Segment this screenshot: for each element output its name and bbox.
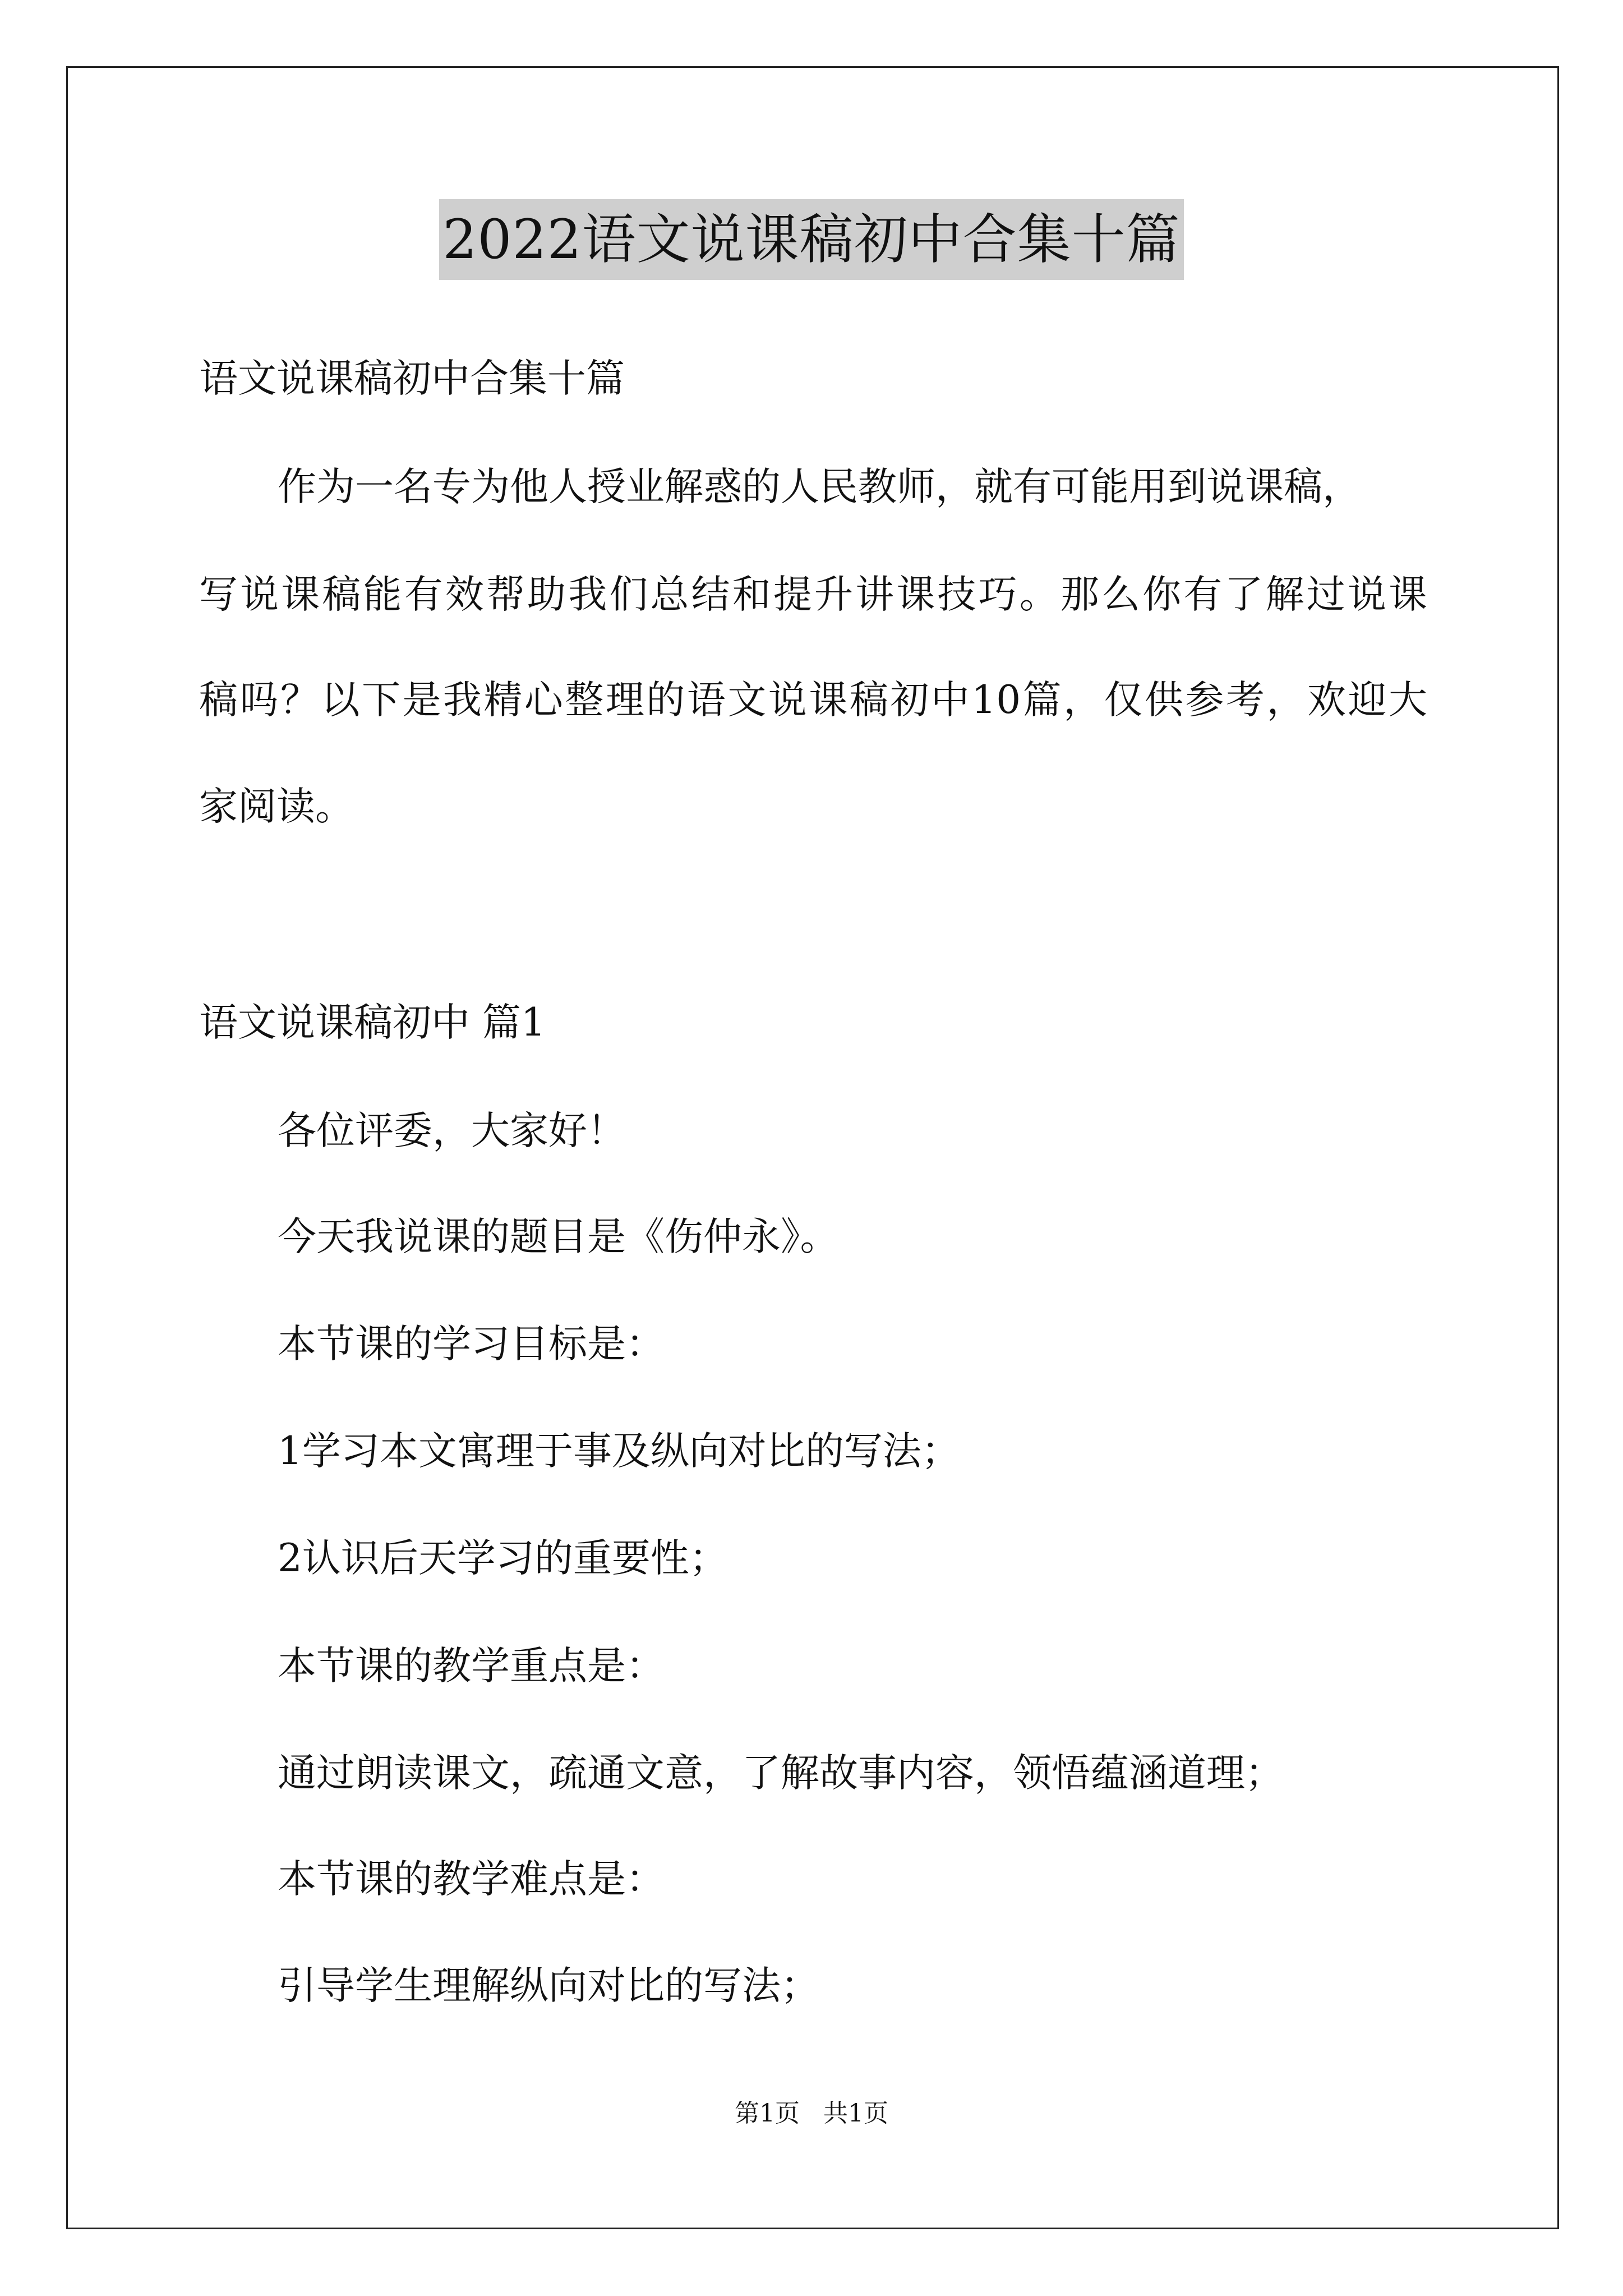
body-line: 本节课的教学重点是：: [278, 1644, 665, 1688]
body-line: 本节课的教学难点是：: [278, 1857, 665, 1902]
title-container: [0, 199, 1623, 280]
intro-line-4: 家阅读。: [199, 784, 354, 829]
section-heading: 语文说课稿初中 篇1: [199, 1000, 546, 1045]
body-line: 各位评委，大家好！: [278, 1108, 626, 1153]
intro-line-1: 作为一名专为他人授业解惑的人民教师，就有可能用到说课稿，: [278, 464, 1361, 509]
page-footer: 第1页 共1页: [735, 2099, 888, 2128]
body-line: 通过朗读课文，疏通文意，了解故事内容，领悟蕴涵道理；: [278, 1751, 1284, 1796]
intro-line-2: 写说课稿能有效帮助我们总结和提升讲课技巧。那么你有了解过说课: [199, 572, 1427, 617]
body-line: 引导学生理解纵向对比的写法；: [278, 1963, 819, 2008]
body-line: 今天我说课的题目是《伤仲永》。: [278, 1214, 839, 1259]
intro-line-3: 稿吗？以下是我精心整理的语文说课稿初中10篇，仅供参考，欢迎大: [199, 678, 1427, 723]
body-line: 1学习本文寓理于事及纵向对比的写法；: [278, 1429, 960, 1474]
document-title: 2022语文说课稿初中合集十篇: [439, 199, 1183, 280]
body-line: 本节课的学习目标是：: [278, 1322, 665, 1366]
document-subtitle: 语文说课稿初中合集十篇: [199, 356, 625, 401]
body-line: 2认识后天学习的重要性；: [278, 1536, 728, 1581]
